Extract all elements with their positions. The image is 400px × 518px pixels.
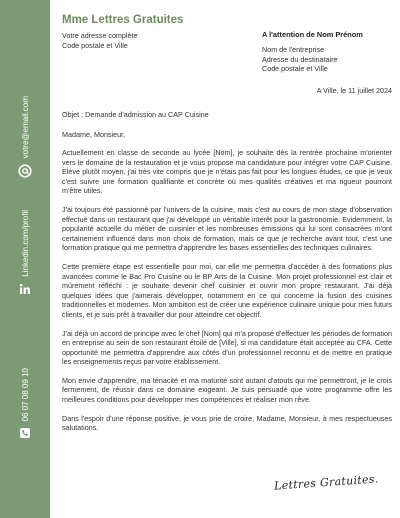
sidebar-linkedin <box>14 210 36 300</box>
body-paragraph: J'ai déjà un accord de principe avec le chef [Nom] qui m'a proposé d'effectuer les périodes de formation en entreprise au sein de son restaurant étoilé de [Ville], si ma candidature était acceptée au CFA. Cette opportunité me permettra d'apprendre aux côtés d'un professionnel reconnu et de mettre en pratique les enseignements reçus par votre établissement. <box>62 328 392 367</box>
body-paragraph: Dans l'espoir d'une réponse positive, je vous prie de croire, Madame, Monsieur, à mes respectueuses salutations. <box>62 413 392 433</box>
letter-body <box>62 148 392 442</box>
sidebar-phone <box>14 368 36 458</box>
body-paragraph: J'ai toujours été passionné par l'univers de la cuisine, mais c'est au cours de mon stage d'observation effectué dans un restaurant que j'ai développé un véritable intérêt pour la gastronomie. Evidemment, la popularité actuelle du métier de cuisinier et les nombreuses émissions qui lui sont consacrées m'ont certainement influencé dans mon choix de formation, mais ce que je recherche avant tout, c'est une formation pratique qui me permettra d'apprendre les bases essentielles des techniques culinaires. <box>62 204 392 253</box>
phone-text: 06 07 08 09 10 <box>20 368 30 422</box>
letter-object: Objet : Demande d'admission au CAP Cuisine <box>62 110 209 119</box>
recipient-city: Code postale et Ville <box>262 64 328 74</box>
sender-city: Code postale et Ville <box>62 41 128 50</box>
recipient-company: Nom de l'entreprise <box>262 45 325 54</box>
linkedin-icon <box>19 283 31 295</box>
body-paragraph: Actuellement en classe de seconde au lycée [Nom], je souhaite dès la rentrée prochaine m'orienter vers le domaine de la restauration et je vous propose ma candidature pour intégrer votre CAP Cuisine. Elève plutôt moyen, j'ai très vite compris que je n'étais pas fait pour les longues études, ce que je veux c'est suivre une formation qualifiante et concrète où mes qualités créatives et ma rigueur pourront m'être utiles. <box>62 148 392 196</box>
email-text: votre@email.com <box>20 96 30 159</box>
recipient-attention: A l'attention de Nom Prénom <box>262 30 363 39</box>
sender-name: Mme Lettres Gratuites <box>62 14 184 26</box>
body-paragraph: Mon envie d'apprendre, ma ténacité et ma maturité sont autant d'atouts qui me permettront, je le crois fermement, de réussir dans ce domaine exigeant. Je suis persuadé que votre programme offre les meilleures conditions pour développer mes compétences et réaliser mon rêve. <box>62 375 392 405</box>
linkedin-text: Linkedin.com/profil <box>20 210 30 277</box>
letter-date: A Ville, le 11 juillet 2024 <box>316 86 392 95</box>
recipient-block <box>262 30 392 74</box>
phone-icon <box>19 427 31 439</box>
sidebar <box>0 0 50 518</box>
recipient-address: Adresse du destinataire <box>262 54 338 64</box>
letter-greeting: Madame, Monsieur, <box>62 130 126 139</box>
body-paragraph: Cette première étape est essentielle pour moi, car elle me permettra d'accéder à des formations plus avancées comme le Bac Pro Cuisine ou le BP Arts de la Cuisine. Mon projet professionnel est clair et mûrement réfléchi : je souhaite devenir chef cuisinier et ouvrir mon propre restaurant. J'ai déjà quelques idées que j'aimerais développer, notamment en ce qui concerne la fusion des cuisines traditionnelles et modernes. Mon ambition est de créer une expérience culinaire unique pour mes futurs clients, et je suis prêt à travailler dur pour atteindre cet objectif. <box>62 261 392 319</box>
at-icon <box>18 164 32 178</box>
sender-address: Votre adresse complète <box>62 31 138 40</box>
signature: Lettres Gratuites. <box>273 472 379 493</box>
letter-page <box>62 0 392 518</box>
sidebar-email <box>14 96 36 158</box>
